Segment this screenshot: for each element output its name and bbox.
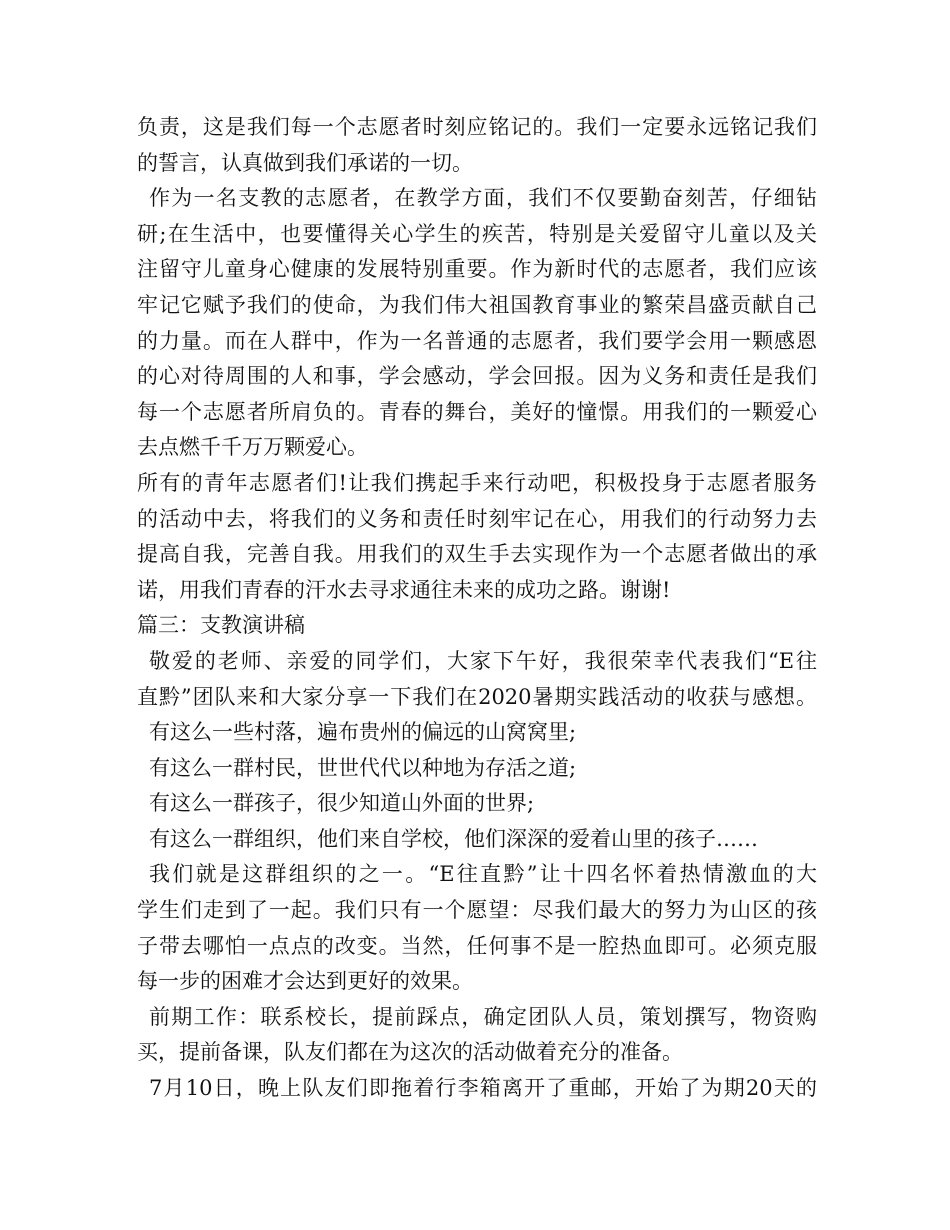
- text-line: 我们就是这群组织的之一。“E往直黔”让十四名怀着热情激血的大: [149, 862, 817, 887]
- text-line: 有这么一些村落，遍布贵州的偏远的山窝窝里;: [149, 720, 577, 745]
- text-line: 负责，这是我们每一个志愿者时刻应铭记的。我们一定要永远铭记我们: [137, 115, 817, 139]
- text-line: 有这么一群组织，他们来自学校，他们深深的爱着山里的孩子……: [149, 826, 758, 851]
- text-line: 敬爱的老师、亲爱的同学们，大家下午好，我很荣幸代表我们“E往: [149, 648, 817, 673]
- text-line: 牢记它赋予我们的使命，为我们伟大祖国教育事业的繁荣昌盛贡献自己: [137, 292, 817, 317]
- text-line: 每一步的困难才会达到更好的效果。: [137, 969, 473, 994]
- text-line: 所有的青年志愿者们!让我们携起手来行动吧，积极投身于志愿者服务: [137, 470, 817, 495]
- text-line: 有这么一群孩子，很少知道山外面的世界;: [149, 791, 535, 816]
- text-line: 买，提前备课，队友们都在为这次的活动做着充分的准备。: [137, 1040, 683, 1065]
- text-line: 的心对待周围的人和事，学会感动，学会回报。因为义务和责任是我们: [137, 364, 817, 389]
- text-line: 学生们走到了一起。我们只有一个愿望：尽我们最大的努力为山区的孩: [137, 898, 817, 923]
- text-line: 诺，用我们青春的汗水去寻求通往未来的成功之路。谢谢!: [137, 577, 671, 602]
- text-line: 的活动中去，将我们的义务和责任时刻牢记在心，用我们的行动努力去: [137, 506, 817, 531]
- text-line: 子带去哪怕一点点的改变。当然，任何事不是一腔热血即可。必须克服: [137, 933, 817, 958]
- text-line: 有这么一群村民，世世代代以种地为存活之道;: [149, 755, 577, 780]
- text-line: 研;在生活中，也要懂得关心学生的疾苦，特别是关爱留守儿童以及关: [137, 221, 817, 246]
- text-line: 去点燃千千万万颗爱心。: [137, 435, 368, 460]
- text-line: 作为一名支教的志愿者，在教学方面，我们不仅要勤奋刻苦，仔细钻: [149, 186, 817, 211]
- text-line: 每一个志愿者所肩负的。青春的舞台，美好的憧憬。用我们的一颗爱心: [137, 399, 817, 424]
- text-line: 提高自我，完善自我。用我们的双生手去实现作为一个志愿者做出的承: [137, 542, 817, 567]
- text-line: 直黔”团队来和大家分享一下我们在2020暑期实践活动的收获与感想。: [137, 684, 817, 709]
- text-line: 的力量。而在人群中，作为一名普通的志愿者，我们要学会用一颗感恩: [137, 328, 817, 353]
- text-line: 7月10日，晚上队友们即拖着行李箱离开了重邮，开始了为期20天的: [149, 1076, 817, 1101]
- text-line: 注留守儿童身心健康的发展特别重要。作为新时代的志愿者，我们应该: [137, 257, 817, 282]
- text-line: 的誓言，认真做到我们承诺的一切。: [137, 150, 473, 175]
- section-heading: 篇三：支教演讲稿: [137, 613, 305, 638]
- text-line: 前期工作：联系校长，提前踩点，确定团队人员，策划撰写，物资购: [149, 1004, 817, 1029]
- document-body: [137, 110, 817, 1107]
